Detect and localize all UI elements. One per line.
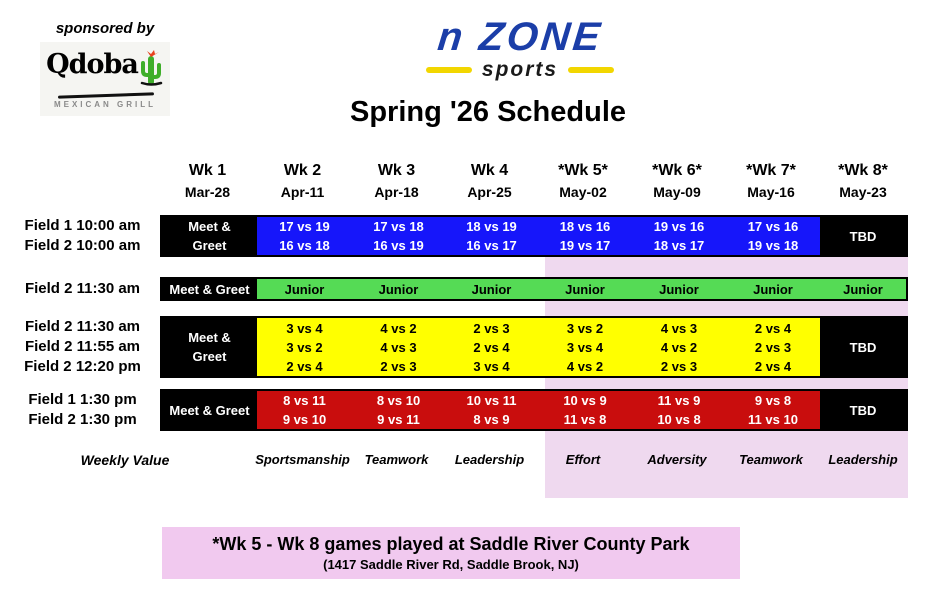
sponsored-by-text: sponsored by [55, 20, 155, 37]
week-header: *Wk 5* May-02 [558, 162, 608, 200]
blue-block-row-labels [0, 216, 165, 256]
game-cell: 18 vs 16 19 vs 17 [538, 217, 632, 255]
yellow-block-row-labels [0, 317, 165, 377]
sponsor-logo [40, 42, 170, 116]
weekly-value: Effort [565, 452, 601, 467]
meet-greet-cell: Meet & Greet [162, 391, 257, 429]
sponsor-name: Qdoba [46, 48, 138, 80]
cactus-icon [138, 50, 164, 93]
game-cell: 10 vs 9 11 vs 8 [538, 391, 632, 429]
row-label: Field 1 1:30 pm [28, 391, 137, 408]
morning-games-block [160, 215, 908, 257]
page-title: Spring '26 Schedule [349, 96, 627, 128]
game-cell: 17 vs 18 16 vs 19 [352, 217, 445, 255]
game-cell: 2 vs 3 2 vs 4 3 vs 4 [445, 318, 538, 376]
row-label: Field 1 10:00 am [24, 217, 141, 234]
week-header: *Wk 8* May-23 [838, 162, 888, 200]
tbd-cell: TBD [820, 391, 906, 429]
game-cell: 11 vs 9 10 vs 8 [632, 391, 726, 429]
tbd-cell: TBD [820, 217, 906, 255]
game-cell: Junior [820, 279, 906, 299]
game-cell: 8 vs 11 9 vs 10 [257, 391, 352, 429]
meet-greet-cell: Meet & Greet [162, 279, 257, 299]
week-header: Wk 1 Mar-28 [184, 162, 231, 200]
location-note-address: (1417 Saddle River Rd, Saddle Brook, NJ) [323, 557, 579, 572]
game-cell: 4 vs 2 4 vs 3 2 vs 3 [352, 318, 445, 376]
weekly-value: Leadership [454, 452, 525, 467]
game-cell: Junior [726, 279, 820, 299]
game-cell: 3 vs 4 3 vs 2 2 vs 4 [257, 318, 352, 376]
weekly-value: Leadership [828, 452, 898, 467]
brand-logo [380, 16, 660, 82]
game-cell: 18 vs 19 16 vs 17 [445, 217, 538, 255]
weekly-value-label: Weekly Value [80, 452, 170, 468]
week-header: Wk 3 Apr-18 [374, 162, 419, 200]
meet-greet-cell: Meet & Greet [162, 318, 257, 376]
row-label: Field 2 11:30 am [24, 318, 141, 335]
game-cell: 2 vs 4 2 vs 3 2 vs 4 [726, 318, 820, 376]
game-cell: 9 vs 8 11 vs 10 [726, 391, 820, 429]
weekly-value: Sportsmanship [255, 452, 350, 467]
row-label: Field 2 12:20 pm [24, 358, 141, 375]
tbd-cell: TBD [820, 318, 906, 376]
game-cell: Junior [352, 279, 445, 299]
game-cell: Junior [257, 279, 352, 299]
weekly-values-row [255, 452, 908, 467]
week-header: Wk 4 Apr-25 [467, 162, 512, 200]
weekly-value: Teamwork [364, 452, 429, 467]
game-cell: 4 vs 3 4 vs 2 2 vs 3 [632, 318, 726, 376]
week-header-row [160, 160, 908, 202]
weekly-value: Adversity [647, 452, 707, 467]
game-cell: Junior [538, 279, 632, 299]
row-label: Field 2 1:30 pm [28, 411, 137, 428]
afternoon-games-block [160, 389, 908, 431]
location-note [162, 527, 740, 579]
brand-bar-left [426, 67, 472, 73]
game-cell: 8 vs 10 9 vs 11 [352, 391, 445, 429]
sponsor-underline [58, 92, 154, 98]
game-cell: Junior [632, 279, 726, 299]
row-label: Field 2 11:55 am [24, 338, 141, 355]
row-label: Field 2 11:30 am [24, 280, 141, 297]
game-cell: Junior [445, 279, 538, 299]
week-header: *Wk 6* May-09 [652, 162, 702, 200]
sponsor-tagline: MEXICAN GRILL [53, 99, 157, 109]
game-cell: 17 vs 19 16 vs 18 [257, 217, 352, 255]
midday-games-block [160, 316, 908, 378]
location-note-title: *Wk 5 - Wk 8 games played at Saddle River County Park [212, 534, 690, 554]
green-block-row-labels [0, 279, 165, 299]
meet-greet-cell: Meet & Greet [162, 217, 257, 255]
brand-bar-right [568, 67, 614, 73]
brand-sub: sports [481, 58, 559, 81]
game-cell: 3 vs 2 3 vs 4 4 vs 2 [538, 318, 632, 376]
week-header: *Wk 7* May-16 [746, 162, 796, 200]
row-label: Field 2 10:00 am [24, 237, 141, 254]
week-header: Wk 2 Apr-11 [280, 162, 325, 200]
junior-games-block [160, 277, 908, 301]
game-cell: 17 vs 16 19 vs 18 [726, 217, 820, 255]
game-cell: 19 vs 16 18 vs 17 [632, 217, 726, 255]
weekly-value: Teamwork [739, 452, 803, 467]
red-block-row-labels [0, 390, 165, 430]
game-cell: 10 vs 11 8 vs 9 [445, 391, 538, 429]
brand-name: n ZONE [435, 15, 605, 59]
